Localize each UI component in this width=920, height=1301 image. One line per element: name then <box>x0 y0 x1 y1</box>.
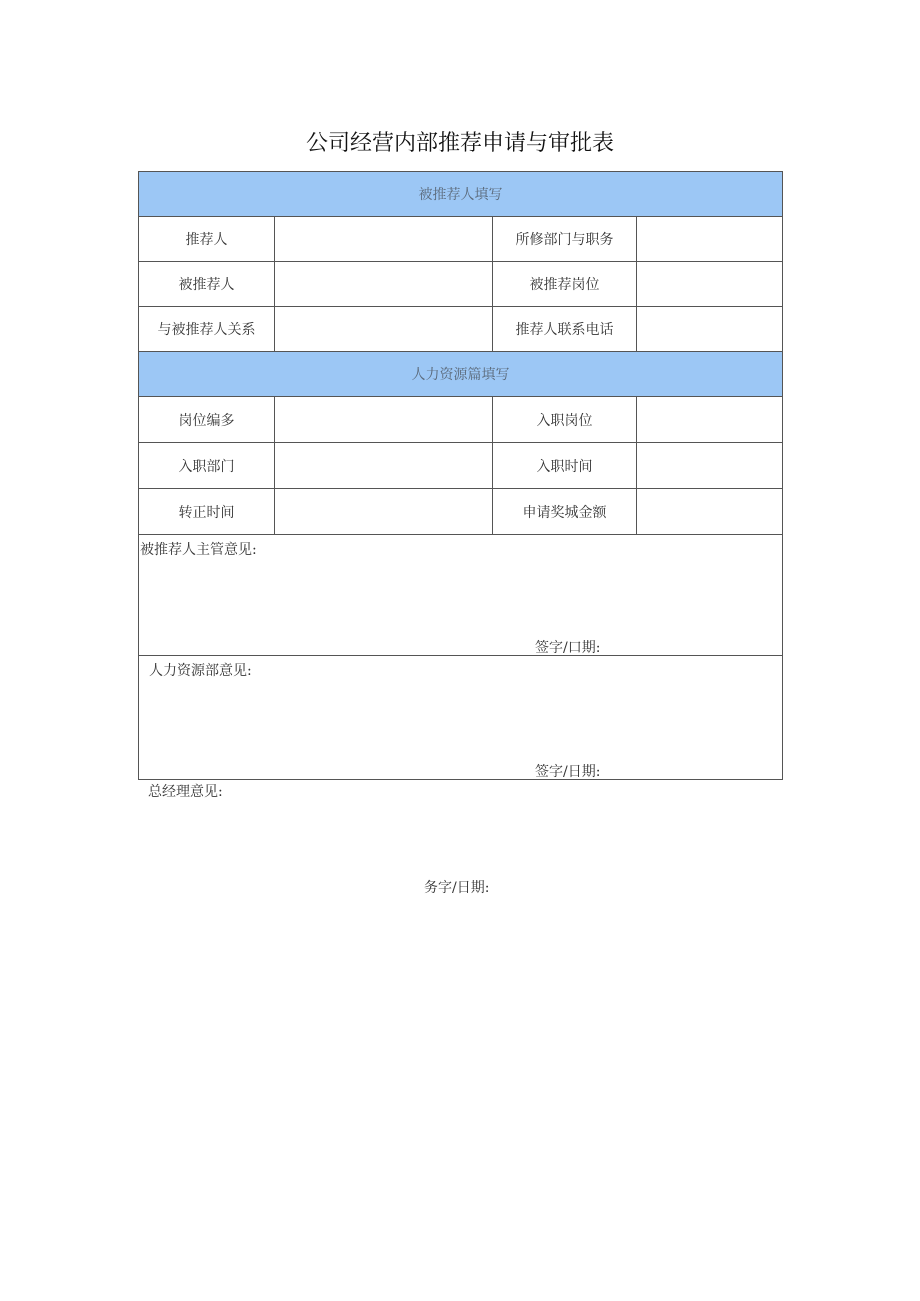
table-row <box>139 262 783 307</box>
supervisor-opinion-label: 被推荐人主管意见: <box>140 542 257 558</box>
referrer-field[interactable] <box>275 217 493 262</box>
hr-sign-date-label: 签字/日期: <box>535 764 601 780</box>
referrer-dept-position-field[interactable] <box>637 217 783 262</box>
supervisor-sign-date-label: 签字/口期: <box>535 640 601 656</box>
relationship-field[interactable] <box>275 307 493 352</box>
nominee-field[interactable] <box>275 262 493 307</box>
label-reward-amount: 申请奖城金额 <box>493 489 637 535</box>
label-entry-date: 入职时间 <box>493 443 637 489</box>
referrer-phone-field[interactable] <box>637 307 783 352</box>
entry-date-field[interactable] <box>637 443 783 489</box>
table-row <box>139 217 783 262</box>
label-regularization-date: 转正时间 <box>139 489 275 535</box>
reward-amount-field[interactable] <box>637 489 783 535</box>
position-number-field[interactable] <box>275 397 493 443</box>
label-referrer-phone: 推荐人联系电话 <box>493 307 637 352</box>
page-title: 公司经营内部推荐申请与审批表 <box>305 131 614 156</box>
label-entry-department: 入职部门 <box>139 443 275 489</box>
label-nominee-position: 被推荐岗位 <box>493 262 637 307</box>
label-referrer: 推荐人 <box>139 217 275 262</box>
supervisor-opinion-box[interactable] <box>139 535 783 656</box>
label-referrer-dept-position: 所修部门与职务 <box>493 217 637 262</box>
label-entry-position: 入职岗位 <box>493 397 637 443</box>
hr-opinion-label: 人力资源部意见: <box>149 663 252 679</box>
label-position-number: 岗位编多 <box>139 397 275 443</box>
section-header-nominee: 被推荐人填写 <box>139 172 783 217</box>
gm-opinion-label: 总经理意见: <box>148 784 223 800</box>
table-row <box>139 397 783 443</box>
label-relationship: 与被推荐人关系 <box>139 307 275 352</box>
label-nominee: 被推荐人 <box>139 262 275 307</box>
approval-form-table <box>138 171 783 780</box>
table-row <box>139 443 783 489</box>
nominee-position-field[interactable] <box>637 262 783 307</box>
hr-opinion-box[interactable] <box>139 656 783 780</box>
supervisor-opinion-row <box>139 535 783 656</box>
entry-department-field[interactable] <box>275 443 493 489</box>
entry-position-field[interactable] <box>637 397 783 443</box>
table-row <box>139 307 783 352</box>
hr-opinion-row <box>139 656 783 780</box>
section-header-row <box>139 352 783 397</box>
section-header-hr: 人力资源篇填写 <box>139 352 783 397</box>
section-header-row <box>139 172 783 217</box>
gm-sign-date-label: 务字/日期: <box>424 880 490 896</box>
table-row <box>139 489 783 535</box>
regularization-date-field[interactable] <box>275 489 493 535</box>
